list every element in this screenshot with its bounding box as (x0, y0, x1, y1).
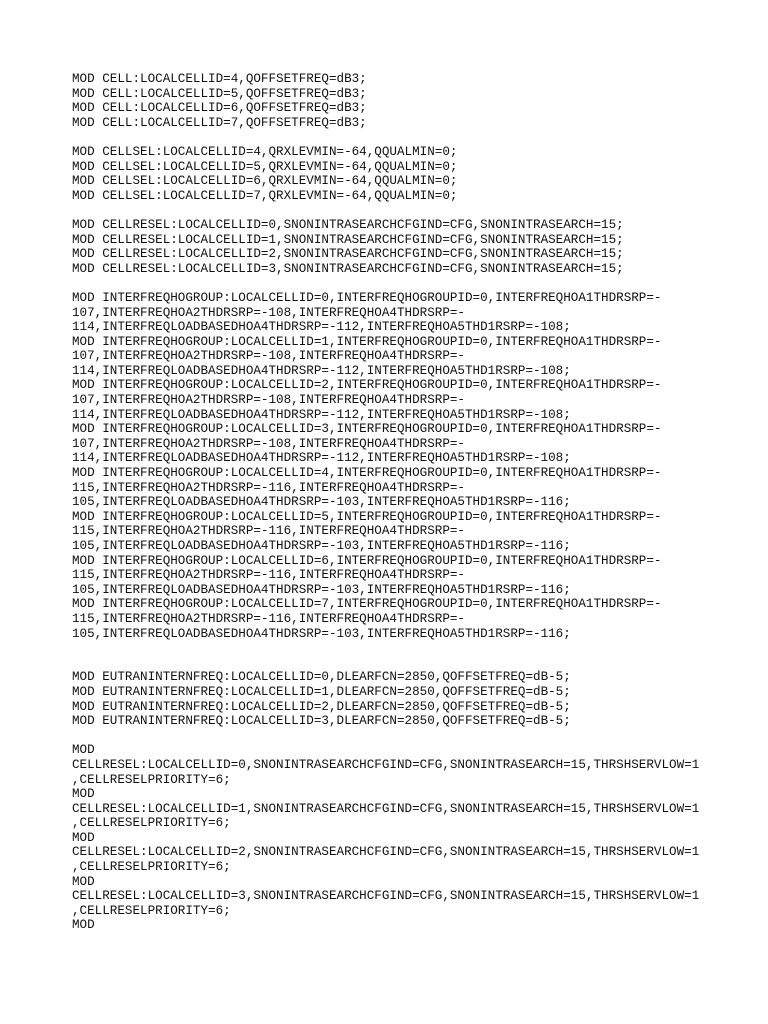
blank-line (72, 656, 732, 671)
command-line: MOD INTERFREQHOGROUP:LOCALCELLID=5,INTERFREQHOGROUPID=0,INTERFREQHOA1THDRSRP=- (72, 509, 662, 524)
command-line: 107,INTERFREQHOA2THDRSRP=-108,INTERFREQHOA4THDRSRP=- (72, 436, 465, 451)
command-line: MOD INTERFREQHOGROUP:LOCALCELLID=1,INTERFREQHOGROUPID=0,INTERFREQHOA1THDRSRP=- (72, 334, 662, 349)
command-line: 105,INTERFREQLOADBASEDHOA4THDRSRP=-103,INTERFREQHOA5THD1RSRP=-116; (72, 626, 571, 641)
command-line: MOD EUTRANINTERNFREQ:LOCALCELLID=1,DLEARFCN=2850,QOFFSETFREQ=dB-5; (72, 684, 571, 699)
command-line: MOD (72, 787, 95, 802)
command-line: MOD EUTRANINTERNFREQ:LOCALCELLID=3,DLEARFCN=2850,QOFFSETFREQ=dB-5; (72, 714, 571, 729)
command-line: 114,INTERFREQLOADBASEDHOA4THDRSRP=-112,INTERFREQHOA5THD1RSRP=-108; (72, 407, 571, 422)
command-line: MOD CELL:LOCALCELLID=6,QOFFSETFREQ=dB3; (72, 101, 367, 116)
command-line: MOD CELLSEL:LOCALCELLID=7,QRXLEVMIN=-64,QQUALMIN=0; (72, 188, 458, 203)
command-line: 107,INTERFREQHOA2THDRSRP=-108,INTERFREQHOA4THDRSRP=- (72, 393, 465, 408)
command-line: ,CELLRESELPRIORITY=6; (72, 816, 231, 831)
command-line: MOD (72, 830, 95, 845)
command-line: MOD EUTRANINTERNFREQ:LOCALCELLID=2,DLEARFCN=2850,QOFFSETFREQ=dB-5; (72, 699, 571, 714)
command-line: MOD INTERFREQHOGROUP:LOCALCELLID=7,INTERFREQHOGROUPID=0,INTERFREQHOA1THDRSRP=- (72, 597, 662, 612)
command-line: 107,INTERFREQHOA2THDRSRP=-108,INTERFREQHOA4THDRSRP=- (72, 305, 465, 320)
command-line: MOD CELL:LOCALCELLID=4,QOFFSETFREQ=dB3; (72, 72, 367, 86)
blank-line (72, 729, 732, 744)
command-line: MOD INTERFREQHOGROUP:LOCALCELLID=0,INTERFREQHOGROUPID=0,INTERFREQHOA1THDRSRP=- (72, 290, 662, 305)
command-line: MOD (72, 874, 95, 889)
command-line: CELLRESEL:LOCALCELLID=3,SNONINTRASEARCHCFGIND=CFG,SNONINTRASEARCH=15,THRSHSERVLOW=1 (72, 889, 700, 904)
command-line: 105,INTERFREQLOADBASEDHOA4THDRSRP=-103,INTERFREQHOA5THD1RSRP=-116; (72, 582, 571, 597)
command-line: CELLRESEL:LOCALCELLID=1,SNONINTRASEARCHCFGIND=CFG,SNONINTRASEARCH=15,THRSHSERVLOW=1 (72, 801, 700, 816)
blank-line (72, 130, 732, 145)
command-line: ,CELLRESELPRIORITY=6; (72, 903, 231, 918)
command-line: MOD CELLRESEL:LOCALCELLID=3,SNONINTRASEARCHCFGIND=CFG,SNONINTRASEARCH=15; (72, 261, 624, 276)
command-line: CELLRESEL:LOCALCELLID=0,SNONINTRASEARCHCFGIND=CFG,SNONINTRASEARCH=15,THRSHSERVLOW=1 (72, 757, 700, 772)
command-line: CELLRESEL:LOCALCELLID=2,SNONINTRASEARCHCFGIND=CFG,SNONINTRASEARCH=15,THRSHSERVLOW=1 (72, 845, 700, 860)
command-line: MOD INTERFREQHOGROUP:LOCALCELLID=2,INTERFREQHOGROUPID=0,INTERFREQHOA1THDRSRP=- (72, 378, 662, 393)
command-line: 115,INTERFREQHOA2THDRSRP=-116,INTERFREQHOA4THDRSRP=- (72, 611, 465, 626)
command-line: MOD CELLSEL:LOCALCELLID=4,QRXLEVMIN=-64,QQUALMIN=0; (72, 144, 458, 159)
command-line: 114,INTERFREQLOADBASEDHOA4THDRSRP=-112,INTERFREQHOA5THD1RSRP=-108; (72, 451, 571, 466)
command-line: MOD EUTRANINTERNFREQ:LOCALCELLID=0,DLEARFCN=2850,QOFFSETFREQ=dB-5; (72, 670, 571, 685)
command-line: MOD CELLRESEL:LOCALCELLID=1,SNONINTRASEARCHCFGIND=CFG,SNONINTRASEARCH=15; (72, 232, 624, 247)
document-page (72, 72, 732, 933)
command-line: 115,INTERFREQHOA2THDRSRP=-116,INTERFREQHOA4THDRSRP=- (72, 524, 465, 539)
command-line: 114,INTERFREQLOADBASEDHOA4THDRSRP=-112,INTERFREQHOA5THD1RSRP=-108; (72, 363, 571, 378)
command-line: MOD (72, 918, 95, 933)
command-line: MOD CELLRESEL:LOCALCELLID=2,SNONINTRASEARCHCFGIND=CFG,SNONINTRASEARCH=15; (72, 247, 624, 262)
command-line: MOD CELL:LOCALCELLID=5,QOFFSETFREQ=dB3; (72, 86, 367, 101)
command-line: 105,INTERFREQLOADBASEDHOA4THDRSRP=-103,INTERFREQHOA5THD1RSRP=-116; (72, 539, 571, 553)
command-line: MOD CELLRESEL:LOCALCELLID=0,SNONINTRASEARCHCFGIND=CFG,SNONINTRASEARCH=15; (72, 217, 624, 232)
command-line: MOD INTERFREQHOGROUP:LOCALCELLID=4,INTERFREQHOGROUPID=0,INTERFREQHOA1THDRSRP=- (72, 466, 662, 481)
command-line: 115,INTERFREQHOA2THDRSRP=-116,INTERFREQHOA4THDRSRP=- (72, 480, 465, 495)
command-line: 107,INTERFREQHOA2THDRSRP=-108,INTERFREQHOA4THDRSRP=- (72, 349, 465, 364)
command-line: 115,INTERFREQHOA2THDRSRP=-116,INTERFREQHOA4THDRSRP=- (72, 568, 465, 583)
command-line: MOD CELL:LOCALCELLID=7,QOFFSETFREQ=dB3; (72, 115, 367, 130)
command-line: MOD CELLSEL:LOCALCELLID=6,QRXLEVMIN=-64,QQUALMIN=0; (72, 174, 458, 189)
command-line: MOD INTERFREQHOGROUP:LOCALCELLID=6,INTERFREQHOGROUPID=0,INTERFREQHOA1THDRSRP=- (72, 553, 662, 568)
command-line: MOD INTERFREQHOGROUP:LOCALCELLID=3,INTERFREQHOGROUPID=0,INTERFREQHOA1THDRSRP=- (72, 422, 662, 437)
command-line: MOD CELLSEL:LOCALCELLID=5,QRXLEVMIN=-64,QQUALMIN=0; (72, 159, 458, 174)
blank-line (72, 276, 732, 291)
command-line: 105,INTERFREQLOADBASEDHOA4THDRSRP=-103,INTERFREQHOA5THD1RSRP=-116; (72, 495, 571, 510)
command-line: 114,INTERFREQLOADBASEDHOA4THDRSRP=-112,INTERFREQHOA5THD1RSRP=-108; (72, 320, 571, 335)
command-line: ,CELLRESELPRIORITY=6; (72, 772, 231, 787)
blank-line (72, 203, 732, 218)
blank-line (72, 641, 732, 656)
command-line: MOD (72, 743, 95, 758)
command-line: ,CELLRESELPRIORITY=6; (72, 860, 231, 875)
